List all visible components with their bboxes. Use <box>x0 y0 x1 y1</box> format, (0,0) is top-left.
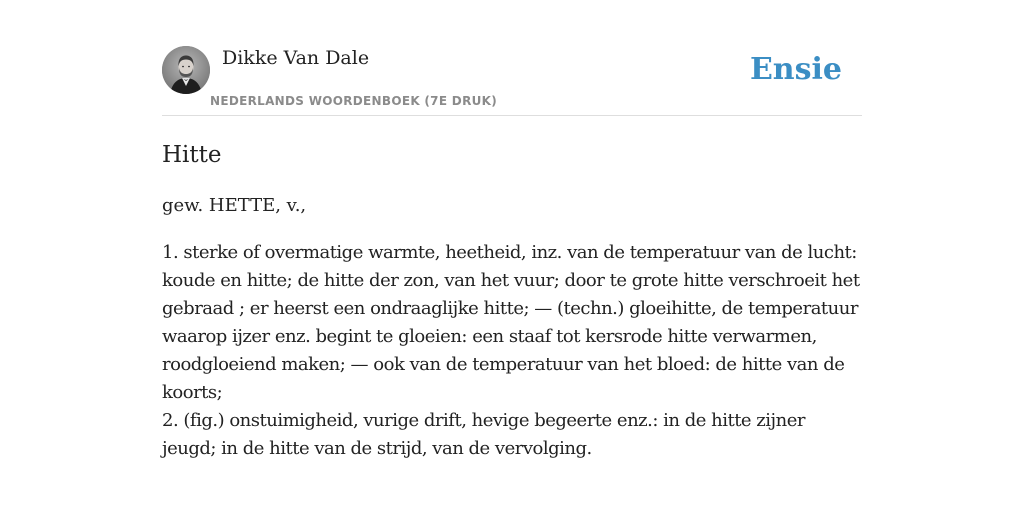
entry-word: Hitte <box>162 142 222 168</box>
entry-definition <box>162 239 862 463</box>
entry-grammar: gew. HETTE, v., <box>162 195 307 216</box>
entry-header <box>162 46 862 116</box>
header-divider <box>162 115 862 116</box>
portrait-image <box>162 46 210 94</box>
author-name[interactable]: Dikke Van Dale <box>222 47 370 69</box>
source-label[interactable]: NEDERLANDS WOORDENBOEK (7E DRUK) <box>210 94 498 108</box>
entry-card <box>162 0 862 512</box>
ensie-logo[interactable]: Ensie <box>749 52 842 87</box>
definition-sense-2: 2. (fig.) onstuimigheid, vurige drift, hevige begeerte enz.: in de hitte zijner jeugd; in de hitte van de strijd, van de vervolging. <box>162 410 805 459</box>
author-avatar[interactable] <box>162 46 210 94</box>
definition-sense-1: 1. sterke of overmatige warmte, heetheid, inz. van de temperatuur van de lucht: koude en hitte; de hitte der zon, van het vuur; door te grote hitte verschroeit het gebraad ; er heerst een ondraaglijke hitte; — (techn.) gloeihitte, de temperatuur waarop ijzer enz. begint te gloeien: een staaf tot kersrode hitte verwarmen, roodgloeiend maken; — ook van de temperatuur van het bloed: de hitte van de koorts; <box>162 242 860 403</box>
